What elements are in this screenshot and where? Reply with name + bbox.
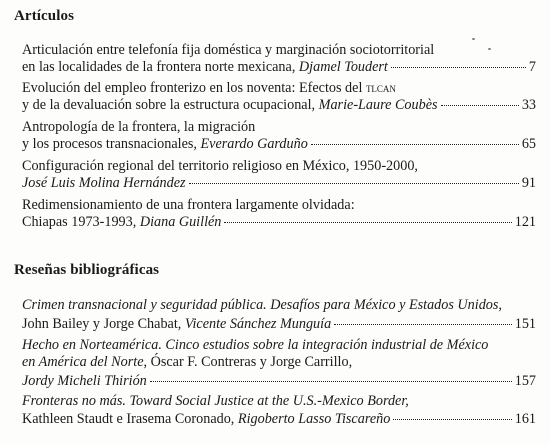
article-4-title-line: [22, 158, 536, 175]
article-1-author: Djamel Toudert: [298, 59, 388, 75]
article-2-title-cont: y de la devaluación sobre la estructura ocupacional,: [22, 97, 319, 113]
review-2-reviewer: Jordy Micheli Thirión: [22, 373, 147, 389]
review-1-page: 151: [514, 316, 536, 332]
review-3-reviewer: Rigoberto Lasso Tiscareño: [237, 411, 391, 427]
review-1-book-authors: John Bailey y Jorge Chabat,: [22, 316, 185, 332]
article-1-title: Articulación entre telefonía fija doméstica y marginación sociotorritorial: [22, 42, 435, 58]
article-3-title: Antropología de la frontera, la migración: [22, 119, 256, 135]
article-5-page: 121: [514, 214, 536, 230]
article-2-page: 33: [521, 97, 536, 113]
review-1-title-line: [22, 297, 536, 314]
article-4-page: 91: [521, 175, 536, 191]
review-2-title-line: [22, 337, 536, 354]
leader-dots: [224, 222, 511, 223]
review-1-reviewer: Vicente Sánchez Munguía: [184, 316, 332, 332]
review-2-title-line-2: [22, 354, 536, 371]
scan-speck: [488, 48, 491, 50]
article-3-title-line: [22, 119, 536, 136]
review-1-author-line: [22, 316, 536, 333]
section-title-articulos: Artículos: [14, 8, 75, 24]
article-5-title: Redimensionamiento de una frontera largamente olvidada:: [22, 197, 355, 213]
article-3-page: 65: [521, 136, 536, 152]
leader-dots: [441, 105, 519, 106]
review-3-page: 161: [514, 411, 536, 427]
article-5-title-line: [22, 197, 536, 214]
scan-speck: [472, 38, 475, 40]
leader-dots: [189, 183, 519, 184]
article-2-author: Marie-Laure Coubès: [318, 97, 438, 113]
leader-dots: [150, 381, 512, 382]
article-5-title-cont: Chiapas 1973-1993,: [22, 214, 140, 230]
leader-dots: [311, 144, 519, 145]
leader-dots: [393, 419, 511, 420]
article-4-author: José Luis Molina Hernández: [22, 175, 186, 191]
review-3-author-line: [22, 411, 536, 428]
article-1-page: 7: [528, 59, 536, 75]
review-2-book-title-cont: en América del Norte: [22, 354, 144, 370]
leader-dots: [391, 67, 526, 68]
article-2-acronym: tlcan: [365, 81, 396, 95]
review-2-book-authors: , Óscar F. Contreras y Jorge Carrillo,: [143, 354, 353, 370]
leader-dots: [334, 324, 512, 325]
review-3-book-authors: Kathleen Staudt e Irasema Coronado,: [22, 411, 238, 427]
article-4-title: Configuración regional del territorio religioso en México, 1950-2000,: [22, 158, 418, 174]
review-2-page: 157: [514, 373, 536, 389]
section-title-resenas: Reseñas bibliográficas: [14, 262, 160, 278]
review-3-title-line: [22, 393, 536, 410]
article-1-title-line: [22, 42, 536, 59]
article-1-title-cont: en las localidades de la frontera norte mexicana,: [22, 59, 299, 75]
article-2-title: Evolución del empleo fronterizo en los noventa: Efectos del: [22, 80, 366, 96]
article-3-author-line: [22, 136, 536, 153]
article-3-author: Everardo Garduño: [200, 136, 308, 152]
article-5-author-line: [22, 214, 536, 231]
review-2-book-title: Hecho en Norteamérica. Cinco estudios sobre la integración industrial de México: [22, 337, 489, 353]
article-5-author: Diana Guillén: [139, 214, 222, 230]
review-2-author-line: [22, 373, 536, 390]
article-4-author-line: [22, 175, 536, 192]
review-1-book-title: Crimen transnacional y seguridad pública. Desafíos para México y Estados Unidos,: [22, 297, 502, 313]
article-2-title-line: [22, 80, 536, 97]
review-3-book-title: Fronteras no más. Toward Social Justice at the U.S.-Mexico Border,: [22, 393, 409, 409]
article-1-author-line: [22, 59, 536, 76]
article-2-author-line: [22, 97, 536, 114]
article-3-title-cont: y los procesos transnacionales,: [22, 136, 201, 152]
